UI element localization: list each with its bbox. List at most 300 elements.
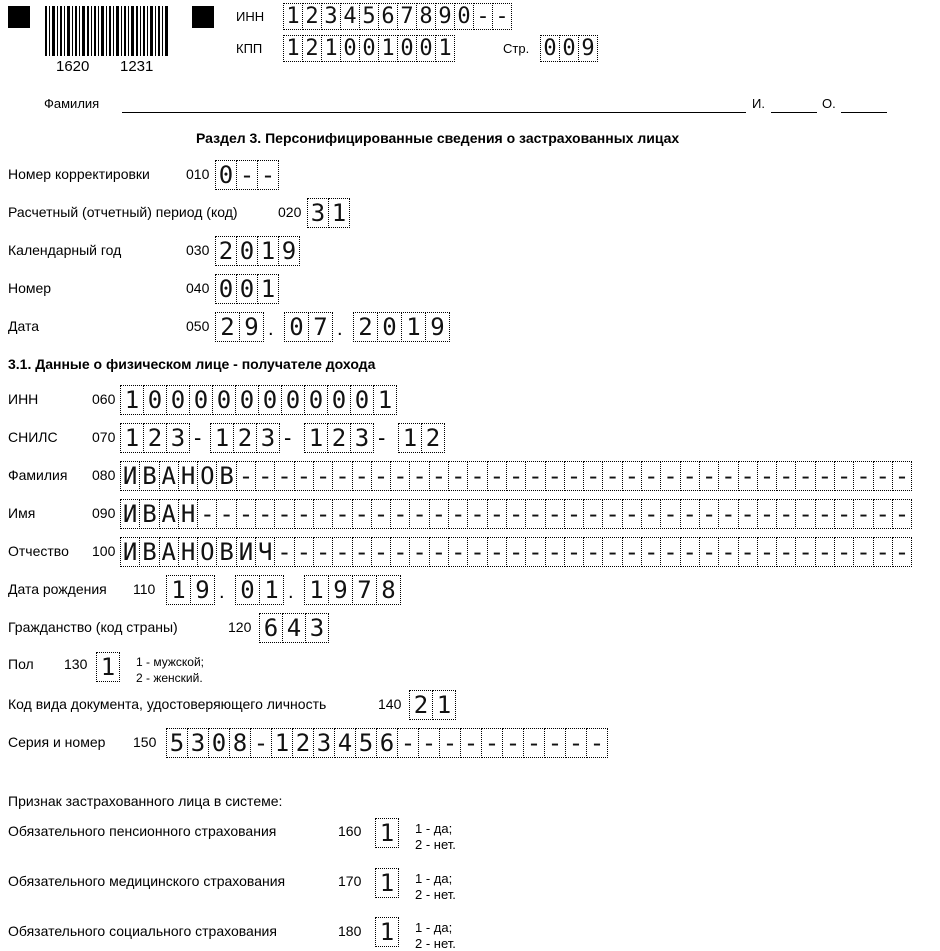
- barcode: [45, 6, 170, 66]
- char-cell: -: [487, 461, 507, 491]
- char-cell: -: [255, 461, 275, 491]
- char-cell: В: [139, 537, 159, 567]
- char-cell: 1: [398, 423, 422, 453]
- char-cell: -: [564, 499, 584, 529]
- char-cell: -: [892, 499, 912, 529]
- char-cell: 9: [190, 575, 215, 605]
- char-cell: -: [313, 499, 333, 529]
- char-cell: 0: [189, 385, 213, 415]
- char-cell: -: [487, 537, 507, 567]
- year-label: Календарный год: [8, 242, 122, 258]
- corner-marker-right: [192, 6, 214, 28]
- char-cell: В: [139, 499, 159, 529]
- char-cell: 0: [540, 35, 560, 62]
- char-cell: -: [257, 160, 279, 190]
- patronymic-code: 100: [92, 543, 116, 559]
- doc-number-code: 150: [133, 734, 157, 750]
- char-cell: 1: [304, 423, 328, 453]
- char-cell: 2: [233, 423, 257, 453]
- name-label: Имя: [8, 505, 36, 521]
- char-cell: 2: [292, 728, 314, 758]
- char-cell: 7: [352, 575, 377, 605]
- char-cell: -: [795, 461, 815, 491]
- pension-option-yes: 1 - да;: [415, 821, 453, 836]
- char-cell: -: [622, 461, 642, 491]
- char-cell: -: [680, 499, 700, 529]
- char-cell: 9: [239, 312, 264, 342]
- char-cell: -: [409, 461, 429, 491]
- char-cell: 0: [236, 274, 258, 304]
- char-cell: 6: [378, 3, 398, 30]
- correction-label: Номер корректировки: [8, 166, 150, 182]
- char-cell: 1: [259, 575, 284, 605]
- char-cell: -: [660, 537, 680, 567]
- char-cell: -: [602, 537, 622, 567]
- year-code: 030: [186, 242, 210, 258]
- char-cell: -: [429, 461, 449, 491]
- snils-group-2: [210, 423, 279, 453]
- surname-cells: [120, 461, 911, 491]
- char-cell: -: [352, 499, 372, 529]
- char-cell: 3: [305, 613, 329, 643]
- social-cells: [375, 917, 398, 947]
- char-cell: 9: [425, 312, 450, 342]
- char-cell: -: [622, 537, 642, 567]
- char-cell: -: [564, 461, 584, 491]
- char-cell: -: [418, 728, 440, 758]
- char-cell: -: [525, 461, 545, 491]
- char-cell: 1: [373, 385, 397, 415]
- patronymic-cells: [120, 537, 911, 567]
- initial-o-label: О.: [822, 96, 836, 111]
- char-cell: -: [487, 499, 507, 529]
- char-cell: -: [892, 461, 912, 491]
- corner-marker-left: [8, 6, 30, 28]
- inn-header-label: ИНН: [236, 9, 265, 24]
- date-code: 050: [186, 318, 210, 334]
- initial-i-label: И.: [752, 96, 765, 111]
- char-cell: -: [641, 499, 661, 529]
- char-cell: 3: [256, 423, 280, 453]
- birth-year-cells: [304, 575, 400, 605]
- char-cell: И: [120, 537, 140, 567]
- period-cells: [307, 198, 349, 228]
- pension-cells: [375, 818, 398, 848]
- initial-o-underline: [841, 112, 887, 113]
- char-cell: 2: [409, 690, 433, 720]
- kpp-header-cells: [283, 35, 454, 62]
- char-cell: -: [776, 461, 796, 491]
- char-cell: 7: [397, 3, 417, 30]
- char-cell: -: [294, 499, 314, 529]
- char-cell: 2: [215, 312, 240, 342]
- person-inn-cells: [120, 385, 396, 415]
- char-cell: -: [332, 461, 352, 491]
- char-cell: -: [757, 499, 777, 529]
- char-cell: -: [313, 537, 333, 567]
- char-cell: А: [159, 461, 179, 491]
- char-cell: -: [390, 461, 410, 491]
- char-cell: 1: [120, 423, 144, 453]
- char-cell: -: [467, 499, 487, 529]
- char-cell: -: [390, 499, 410, 529]
- char-cell: И: [236, 537, 256, 567]
- char-cell: -: [439, 728, 461, 758]
- snils-dash-2: -: [284, 425, 292, 450]
- date-day-cells: [215, 312, 263, 342]
- char-cell: 1: [257, 274, 279, 304]
- char-cell: 0: [235, 385, 259, 415]
- char-cell: -: [834, 461, 854, 491]
- char-cell: -: [757, 461, 777, 491]
- pension-option-no: 2 - нет.: [415, 837, 456, 852]
- char-cell: 1: [375, 868, 399, 898]
- char-cell: 3: [321, 3, 341, 30]
- char-cell: 0: [208, 728, 230, 758]
- char-cell: 0: [559, 35, 579, 62]
- char-cell: -: [892, 537, 912, 567]
- char-cell: 1: [435, 35, 455, 62]
- date-month-cells: [284, 312, 332, 342]
- char-cell: 0: [258, 385, 282, 415]
- char-cell: -: [873, 537, 893, 567]
- citizenship-label: Гражданство (код страны): [8, 619, 178, 635]
- char-cell: -: [274, 461, 294, 491]
- char-cell: 1: [375, 917, 399, 947]
- name-cells: [120, 499, 911, 529]
- char-cell: -: [873, 461, 893, 491]
- year-cells: [215, 236, 299, 266]
- char-cell: 8: [229, 728, 251, 758]
- char-cell: -: [834, 537, 854, 567]
- char-cell: 2: [421, 423, 445, 453]
- sex-label: Пол: [8, 656, 34, 672]
- char-cell: -: [523, 728, 545, 758]
- doc-type-code: 140: [378, 696, 402, 712]
- char-cell: -: [409, 499, 429, 529]
- citizenship-cells: [259, 613, 328, 643]
- char-cell: 1: [271, 728, 293, 758]
- date-label: Дата: [8, 318, 40, 334]
- char-cell: 1: [321, 35, 341, 62]
- char-cell: 6: [259, 613, 283, 643]
- char-cell: -: [738, 499, 758, 529]
- char-cell: -: [583, 537, 603, 567]
- char-cell: 8: [416, 3, 436, 30]
- char-cell: 1: [378, 35, 398, 62]
- date-dot-2: .: [337, 318, 343, 340]
- char-cell: 1: [432, 690, 456, 720]
- char-cell: -: [738, 537, 758, 567]
- char-cell: 1: [210, 423, 234, 453]
- char-cell: -: [409, 537, 429, 567]
- page-number-cells: [540, 35, 597, 62]
- char-cell: -: [460, 728, 482, 758]
- char-cell: -: [197, 499, 217, 529]
- char-cell: -: [502, 728, 524, 758]
- char-cell: -: [586, 728, 608, 758]
- date-dot-1: .: [268, 318, 274, 340]
- char-cell: -: [467, 461, 487, 491]
- char-cell: 0: [350, 385, 374, 415]
- char-cell: -: [352, 461, 372, 491]
- char-cell: -: [718, 499, 738, 529]
- char-cell: 2: [353, 312, 378, 342]
- snils-group-3: [304, 423, 373, 453]
- char-cell: В: [216, 537, 236, 567]
- char-cell: -: [718, 537, 738, 567]
- char-cell: -: [853, 499, 873, 529]
- char-cell: -: [583, 461, 603, 491]
- char-cell: Ч: [255, 537, 275, 567]
- char-cell: 1: [283, 35, 303, 62]
- section-title: Раздел 3. Персонифицированные сведения о застрахованных лицах: [196, 130, 680, 146]
- char-cell: 9: [578, 35, 598, 62]
- char-cell: 5: [359, 3, 379, 30]
- char-cell: 3: [313, 728, 335, 758]
- initial-i-underline: [771, 112, 817, 113]
- char-cell: -: [660, 461, 680, 491]
- sex-cells: [96, 652, 119, 682]
- char-cell: -: [853, 461, 873, 491]
- char-cell: О: [197, 461, 217, 491]
- char-cell: -: [641, 537, 661, 567]
- insured-title: Признак застрахованного лица в системе:: [8, 793, 283, 809]
- char-cell: -: [795, 537, 815, 567]
- char-cell: -: [371, 499, 391, 529]
- char-cell: 6: [376, 728, 398, 758]
- char-cell: 1: [375, 818, 399, 848]
- char-cell: -: [371, 461, 391, 491]
- char-cell: 5: [355, 728, 377, 758]
- char-cell: И: [120, 499, 140, 529]
- char-cell: 0: [340, 35, 360, 62]
- patronymic-label: Отчество: [8, 543, 69, 559]
- char-cell: 9: [328, 575, 353, 605]
- char-cell: 0: [304, 385, 328, 415]
- char-cell: В: [216, 461, 236, 491]
- snils-dash-1: -: [194, 425, 202, 450]
- char-cell: А: [159, 499, 179, 529]
- medical-label: Обязательного медицинского страхования: [8, 873, 286, 889]
- char-cell: -: [525, 499, 545, 529]
- citizenship-code: 120: [228, 619, 252, 635]
- char-cell: 3: [166, 423, 190, 453]
- char-cell: 4: [334, 728, 356, 758]
- char-cell: 0: [397, 35, 417, 62]
- char-cell: -: [699, 499, 719, 529]
- char-cell: -: [448, 537, 468, 567]
- date-year-cells: [353, 312, 449, 342]
- char-cell: -: [564, 537, 584, 567]
- char-cell: -: [660, 499, 680, 529]
- barcode-number-left: 1620: [56, 58, 90, 75]
- barcode-number-right: 1231: [120, 58, 154, 75]
- char-cell: 1: [283, 3, 303, 30]
- char-cell: 3: [187, 728, 209, 758]
- char-cell: 2: [327, 423, 351, 453]
- snils-dash-3: -: [378, 425, 386, 450]
- char-cell: -: [622, 499, 642, 529]
- char-cell: 1: [304, 575, 329, 605]
- char-cell: -: [274, 537, 294, 567]
- char-cell: -: [602, 499, 622, 529]
- birth-code: 110: [133, 581, 156, 597]
- char-cell: -: [641, 461, 661, 491]
- char-cell: -: [718, 461, 738, 491]
- char-cell: 0: [284, 312, 309, 342]
- char-cell: -: [473, 3, 493, 30]
- correction-cells: [215, 160, 278, 190]
- char-cell: -: [467, 537, 487, 567]
- char-cell: -: [236, 461, 256, 491]
- char-cell: 4: [282, 613, 306, 643]
- char-cell: 1: [120, 385, 144, 415]
- snils-group-1: [120, 423, 189, 453]
- char-cell: Н: [178, 537, 198, 567]
- char-cell: -: [236, 499, 256, 529]
- char-cell: В: [139, 461, 159, 491]
- doc-number-label: Серия и номер: [8, 734, 106, 750]
- char-cell: 4: [340, 3, 360, 30]
- person-inn-label: ИНН: [8, 391, 39, 407]
- birth-dot-2: .: [288, 581, 294, 603]
- medical-option-yes: 1 - да;: [415, 871, 453, 886]
- doc-number-cells: [166, 728, 607, 758]
- kpp-header-label: КПП: [236, 41, 263, 56]
- char-cell: -: [371, 537, 391, 567]
- surname-line-label: Фамилия: [44, 96, 100, 111]
- char-cell: -: [815, 537, 835, 567]
- char-cell: -: [332, 537, 352, 567]
- snils-group-4: [398, 423, 444, 453]
- char-cell: О: [197, 537, 217, 567]
- char-cell: -: [313, 461, 333, 491]
- surname-underline: [122, 112, 746, 113]
- char-cell: 2: [302, 35, 322, 62]
- char-cell: -: [583, 499, 603, 529]
- char-cell: -: [506, 499, 526, 529]
- sex-option-female: 2 - женский.: [136, 671, 203, 685]
- char-cell: 1: [328, 198, 350, 228]
- char-cell: -: [255, 499, 275, 529]
- char-cell: 9: [435, 3, 455, 30]
- char-cell: -: [699, 461, 719, 491]
- char-cell: -: [492, 3, 512, 30]
- char-cell: -: [481, 728, 503, 758]
- birth-day-cells: [166, 575, 214, 605]
- number-cells: [215, 274, 278, 304]
- period-code: 020: [278, 204, 302, 220]
- char-cell: 1: [401, 312, 426, 342]
- char-cell: 0: [166, 385, 190, 415]
- birth-label: Дата рождения: [8, 581, 107, 597]
- char-cell: -: [815, 461, 835, 491]
- sex-option-male: 1 - мужской;: [136, 655, 204, 669]
- char-cell: -: [834, 499, 854, 529]
- period-label: Расчетный (отчетный) период (код): [8, 204, 238, 220]
- char-cell: 3: [350, 423, 374, 453]
- char-cell: -: [680, 461, 700, 491]
- subsection-title: 3.1. Данные о физическом лице - получателе дохода: [8, 356, 376, 372]
- char-cell: -: [680, 537, 700, 567]
- char-cell: -: [776, 537, 796, 567]
- sex-code: 130: [64, 656, 88, 672]
- char-cell: -: [545, 461, 565, 491]
- char-cell: -: [429, 499, 449, 529]
- char-cell: -: [397, 728, 419, 758]
- char-cell: -: [216, 499, 236, 529]
- char-cell: -: [815, 499, 835, 529]
- char-cell: -: [602, 461, 622, 491]
- snils-label: СНИЛС: [8, 429, 58, 445]
- char-cell: И: [120, 461, 140, 491]
- surname-label: Фамилия: [8, 467, 68, 483]
- medical-option-no: 2 - нет.: [415, 887, 456, 902]
- char-cell: -: [294, 461, 314, 491]
- birth-month-cells: [235, 575, 283, 605]
- doc-type-label: Код вида документа, удостоверяющего личность: [8, 696, 327, 712]
- correction-code: 010: [186, 166, 210, 182]
- pension-code: 160: [338, 823, 362, 839]
- char-cell: 0: [143, 385, 167, 415]
- inn-header-cells: [283, 3, 511, 30]
- char-cell: -: [757, 537, 777, 567]
- char-cell: Н: [178, 461, 198, 491]
- char-cell: -: [545, 537, 565, 567]
- char-cell: 9: [278, 236, 300, 266]
- char-cell: -: [853, 537, 873, 567]
- char-cell: 7: [308, 312, 333, 342]
- char-cell: 2: [302, 3, 322, 30]
- char-cell: 0: [215, 274, 237, 304]
- pension-label: Обязательного пенсионного страхования: [8, 823, 277, 839]
- char-cell: -: [776, 499, 796, 529]
- char-cell: 1: [166, 575, 191, 605]
- char-cell: -: [506, 537, 526, 567]
- char-cell: 0: [327, 385, 351, 415]
- char-cell: 2: [143, 423, 167, 453]
- char-cell: -: [352, 537, 372, 567]
- char-cell: 0: [235, 575, 260, 605]
- social-label: Обязательного социального страхования: [8, 923, 277, 939]
- char-cell: -: [795, 499, 815, 529]
- char-cell: -: [236, 160, 258, 190]
- char-cell: -: [873, 499, 893, 529]
- char-cell: -: [699, 537, 719, 567]
- char-cell: -: [429, 537, 449, 567]
- social-code: 180: [338, 923, 362, 939]
- char-cell: -: [545, 499, 565, 529]
- char-cell: 0: [236, 236, 258, 266]
- char-cell: -: [738, 461, 758, 491]
- char-cell: 0: [212, 385, 236, 415]
- char-cell: 8: [376, 575, 401, 605]
- char-cell: 0: [359, 35, 379, 62]
- char-cell: -: [565, 728, 587, 758]
- char-cell: -: [274, 499, 294, 529]
- number-code: 040: [186, 280, 210, 296]
- char-cell: 0: [416, 35, 436, 62]
- char-cell: 2: [215, 236, 237, 266]
- char-cell: Н: [178, 499, 198, 529]
- char-cell: 1: [96, 652, 120, 682]
- char-cell: -: [506, 461, 526, 491]
- social-option-no: 2 - нет.: [415, 936, 456, 951]
- char-cell: -: [294, 537, 314, 567]
- char-cell: -: [390, 537, 410, 567]
- char-cell: 0: [281, 385, 305, 415]
